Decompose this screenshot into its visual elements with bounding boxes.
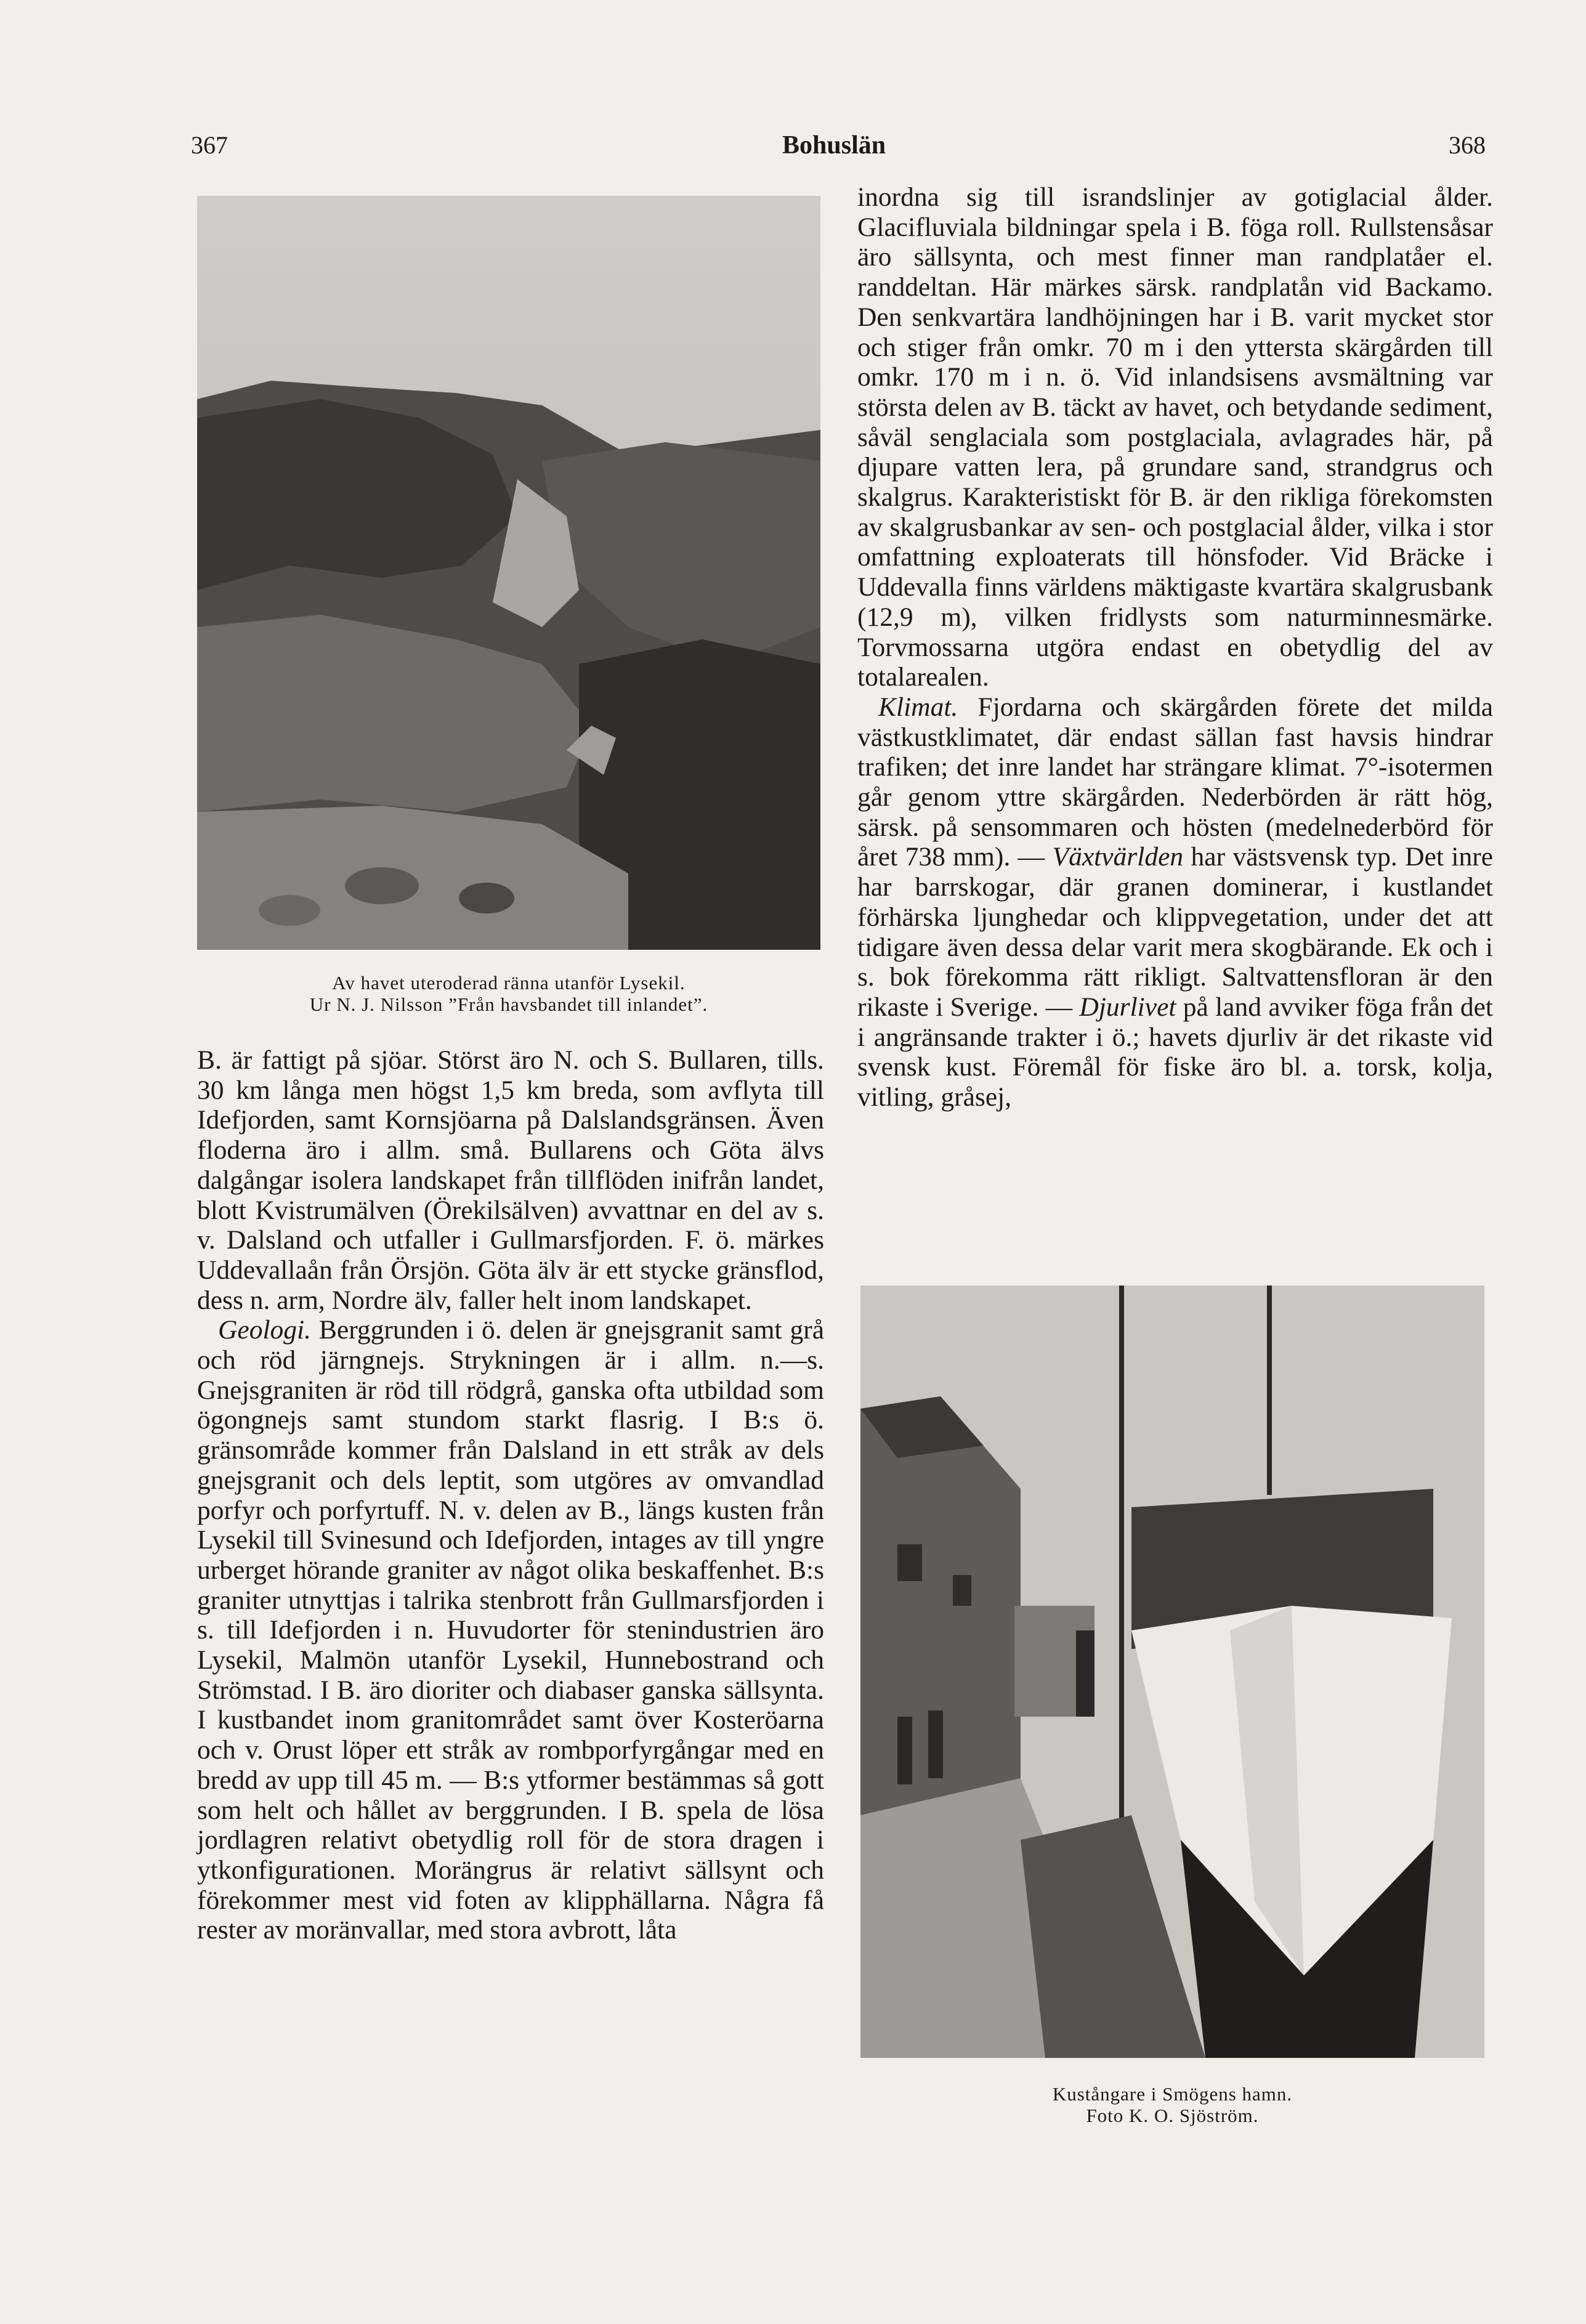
steamer-harbor-photo xyxy=(860,1285,1484,2058)
section-label-djurlivet: Djurlivet xyxy=(1079,992,1176,1022)
paragraph-climate xyxy=(857,692,1493,1112)
photo-rocky-coast-icon xyxy=(197,196,820,950)
paragraph-climate-text: Fjordarna och skärgården förete det milda västkustklimatet, där endast sällan fast havsis hindrar trafiken; det inre landet har strängare klimat. 7°-isotermen går genom yttre skärgården. Nederbörden är rätt hög, särsk. på sensommaren och hösten (medelnederbörd för året 738 mm). — xyxy=(857,692,1493,872)
photo-caption-2-line1: Kustångare i Smögens hamn. xyxy=(1052,2083,1293,2105)
photo-caption-1 xyxy=(197,972,820,1015)
rocky-coast-photo xyxy=(197,196,820,950)
page-number-right: 368 xyxy=(1449,131,1486,159)
paragraph-fauna-text: på land avviker föga från det i angränsande trakter i ö.; havets djurliv är det rikaste vid svensk kust. Föremål för fiske äro bl. a. torsk, kolja, vitling, gråsej, xyxy=(857,992,1493,1112)
section-label-vaxtvarlden: Växtvärlden xyxy=(1052,842,1184,872)
left-text-column xyxy=(197,1045,824,1945)
section-label-geologi: Geologi. xyxy=(218,1315,312,1345)
photo-caption-2-line2: Foto K. O. Sjöström. xyxy=(1086,2105,1259,2126)
running-header-title: Bohuslän xyxy=(782,131,886,160)
right-text-column xyxy=(857,182,1493,1112)
photo-caption-1-line1: Av havet uteroderad ränna utanför Lysekil. xyxy=(332,972,686,994)
paragraph-glacial: inordna sig till israndslinjer av gotiglacial ålder. Glacifluviala bildningar spela i B. föga roll. Rullstensåsar äro sällsynta, och mest finner man randplatåer el. randdeltan. Här märkes särsk. randplatån vid Backamo. Den senkvartära landhöjningen har i B. varit mycket stor och stiger från omkr. 70 m i den yttersta skärgården till omkr. 170 m i n. ö. Vid inlandsisens avsmältning var största delen av B. täckt av havet, och betydande sediment, såväl senglaciala som postglaciala, avlagrades här, på djupare vatten lera, på grundare sand, strandgrus och skalgrus. Karakteristiskt för B. är den rikliga förekomsten av skalgrusbankar av sen- och postglacial ålder, vilka i stor omfattning exploaterats till hönsfoder. Vid Bräcke i Uddevalla finns världens mäktigaste kvartära skalgrusbank (12,9 m), vilken fridlysts som naturminnesmärke. Torvmossarna utgöra endast en obetydlig del av totalarealen. xyxy=(857,182,1493,692)
paragraph-lakes: B. är fattigt på sjöar. Störst äro N. och S. Bullaren, tills. 30 km långa men högst 1,5 km breda, som avflyta till Idefjorden, samt Kornsjöarna på Dalslandsgränsen. Även floderna äro i allm. små. Bullarens och Göta älvs dalgångar isolera landskapet från tillflöden inifrån landet, blott Kvistrumälven (Örekilsälven) avvattnar en del av s. v. Dalsland och utfaller i Gullmarsfjorden. F. ö. märkes Uddevallaån från Örsjön. Göta älv är ett stycke gränsflod, dess n. arm, Nordre älv, faller helt inom landskapet. xyxy=(197,1045,824,1315)
paragraph-geology-text: Berggrunden i ö. delen är gnejsgranit samt grå och röd järngnejs. Strykningen är i allm. n.—s. Gnejsgraniten är röd till rödgrå, ganska ofta utbildad som ögongnejs samt stundom starkt flasrig. I B:s ö. gränsområde kommer från Dalsland in ett stråk av dels gnejsgranit och dels leptit, som utgöres av omvandlad porfyr och porfyrtuff. N. v. delen av B., längs kusten från Lysekil till Svinesund och Idefjorden, intages av till yngre urberget hörande graniter av något olika beskaffenhet. B:s graniter utnyttjas i talrika stenbrott från Gullmarsfjorden i s. till Idefjorden i n. Huvudorter för stenindustrien äro Lysekil, Malmön utanför Lysekil, Hunnebostrand och Strömstad. I B. äro dioriter och diabaser ganska sällsynta. I kustbandet inom granitområdet samt över Kosteröarna och v. Orust löper ett stråk av rombporfyrgångar med en bredd av upp till 45 m. — B:s ytformer bestämmas så gott som helt och hållet av berggrunden. I B. spela de lösa jordlagren relativt obetydlig roll för de stora dragen i ytkonfigurationen. Morängrus är relativt sällsynt och förekommer mest vid foten av klipphällarna. Några få rester av moränvallar, med stora avbrott, låta xyxy=(197,1315,824,1945)
paragraph-geology xyxy=(197,1315,824,1945)
section-label-klimat: Klimat. xyxy=(878,692,958,722)
photo-steamer-harbor-icon xyxy=(860,1285,1484,2058)
photo-caption-2 xyxy=(860,2083,1484,2126)
photo-caption-1-line2: Ur N. J. Nilsson ”Från havsbandet till inlandet”. xyxy=(309,994,708,1015)
page-number-left: 367 xyxy=(191,131,228,159)
paragraph-flora-text: har västsvensk typ. Det inre har barrskogar, där granen dominerar, i kustlandet förhärska ljunghedar och klippvegetation, under det att tidigare även dessa delar varit mera skogbärande. Ek och i s. bok förekomma rätt rikligt. Saltvattensfloran är den rikaste i Sverige. — xyxy=(857,842,1493,1022)
